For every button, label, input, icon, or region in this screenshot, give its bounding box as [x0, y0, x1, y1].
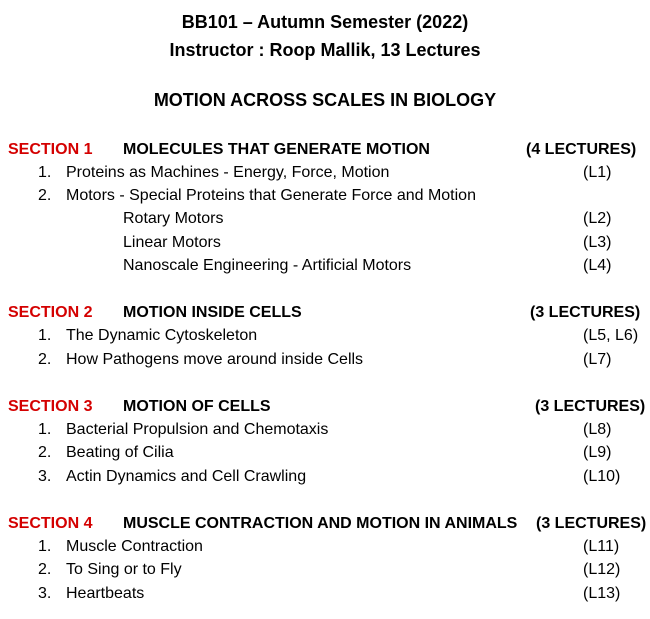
section-1-title: MOLECULES THAT GENERATE MOTION [123, 141, 430, 158]
section-4-title: MUSCLE CONTRACTION AND MOTION IN ANIMALS [123, 515, 518, 532]
course-title: BB101 – Autumn Semester (2022) [181, 12, 469, 32]
lecture-ref: (L12) [583, 561, 621, 578]
list-item-text: Muscle Contraction [66, 538, 203, 555]
page-subtitle: MOTION ACROSS SCALES IN BIOLOGY [153, 90, 497, 110]
section-3-lecture-count: (3 LECTURES) [535, 398, 646, 415]
section-3-label: SECTION 3 [8, 398, 93, 415]
list-item-text: Beating of Cilia [66, 444, 174, 461]
lecture-ref: (L11) [583, 538, 620, 555]
section-1-lecture-count: (4 LECTURES) [526, 141, 637, 158]
instructor-line: Instructor : Roop Mallik, 13 Lectures [169, 40, 481, 60]
sub-item-text: Nanoscale Engineering - Artificial Motors [123, 257, 412, 274]
list-item-text: Bacterial Propulsion and Chemotaxis [66, 421, 329, 438]
list-item-text: Proteins as Machines - Energy, Force, Motion [66, 164, 390, 181]
sub-item-text: Linear Motors [123, 234, 221, 251]
section-2-label: SECTION 2 [8, 304, 93, 321]
sub-item-text: Rotary Motors [123, 210, 224, 227]
list-item-number: 2. [38, 444, 52, 461]
section-4-lecture-count: (3 LECTURES) [536, 515, 647, 532]
list-item-text: Motors - Special Proteins that Generate Force and Motion [66, 187, 476, 204]
section-1-label: SECTION 1 [8, 141, 93, 158]
lecture-ref: (L2) [583, 210, 612, 227]
list-item-number: 1. [38, 327, 52, 344]
lecture-ref: (L8) [583, 421, 612, 438]
lecture-ref: (L4) [583, 257, 612, 274]
list-item-text: Actin Dynamics and Cell Crawling [66, 468, 307, 485]
lecture-ref: (L7) [583, 351, 612, 368]
lecture-ref: (L10) [583, 468, 621, 485]
list-item-number: 2. [38, 187, 52, 204]
section-3-title: MOTION OF CELLS [123, 398, 271, 415]
lecture-ref: (L13) [583, 585, 621, 602]
list-item-number: 1. [38, 421, 52, 438]
lecture-ref: (L3) [583, 234, 612, 251]
list-item-text: How Pathogens move around inside Cells [66, 351, 364, 368]
list-item-text: To Sing or to Fly [66, 561, 182, 578]
list-item-number: 1. [38, 538, 52, 555]
list-item-number: 2. [38, 351, 52, 368]
list-item-number: 1. [38, 164, 52, 181]
list-item-text: Heartbeats [66, 585, 145, 602]
list-item-number: 3. [38, 468, 52, 485]
section-2-lecture-count: (3 LECTURES) [530, 304, 641, 321]
section-2-title: MOTION INSIDE CELLS [123, 304, 302, 321]
lecture-ref: (L5, L6) [583, 327, 639, 344]
lecture-ref: (L9) [583, 444, 612, 461]
section-4-label: SECTION 4 [8, 515, 93, 532]
list-item-number: 2. [38, 561, 52, 578]
lecture-ref: (L1) [583, 164, 612, 181]
list-item-number: 3. [38, 585, 52, 602]
list-item-text: The Dynamic Cytoskeleton [66, 327, 258, 344]
